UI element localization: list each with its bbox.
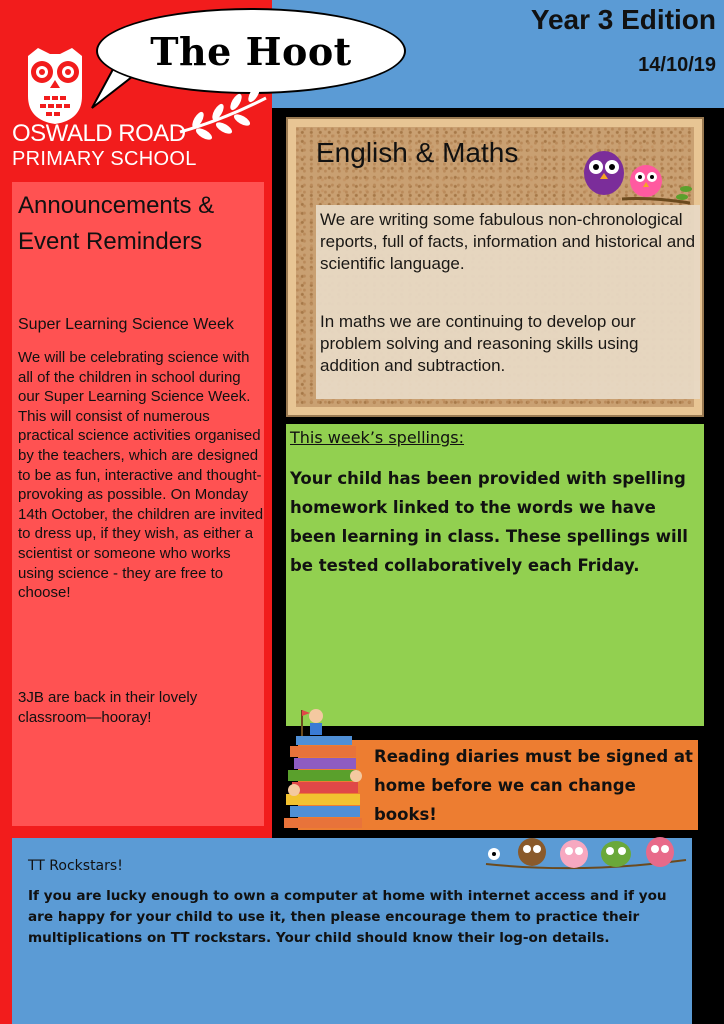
edition-label: Year 3 Edition bbox=[530, 4, 716, 35]
issue-date: 14/10/19 bbox=[638, 54, 716, 76]
school-name-line2: PRIMARY SCHOOL bbox=[12, 148, 197, 170]
english-paragraph: We are writing some fabulous non-chronological reports, full of facts, information and historical and scientific language. bbox=[320, 210, 696, 273]
reading-diaries-text: Reading diaries must be signed at home before we can change books! bbox=[374, 747, 693, 824]
science-week-heading: Super Learning Science Week bbox=[18, 316, 234, 333]
branch-logo-icon bbox=[178, 80, 268, 140]
english-maths-note bbox=[316, 205, 700, 399]
newsletter-title: The Hoot bbox=[150, 28, 352, 74]
announcements-panel bbox=[12, 182, 264, 826]
classroom-note: 3JB are back in their lovely classroom—hooray! bbox=[18, 689, 198, 726]
spellings-heading: This week’s spellings: bbox=[290, 428, 465, 447]
owls-on-branch-icon bbox=[582, 147, 692, 207]
maths-paragraph: In maths we are continuing to develop our problem solving and reasoning skills using addition and subtraction. bbox=[320, 312, 639, 375]
cork-surface bbox=[296, 127, 694, 407]
spellings-panel bbox=[286, 424, 704, 726]
book-stack-icon bbox=[282, 706, 368, 830]
tt-rockstars-body: If you are lucky enough to own a computer at home with internet access and if you are happy for your child to use it, then please encourage them to practice their multiplications on TT rockstars. Your child should know their log-on details. bbox=[28, 888, 667, 946]
science-week-body: We will be celebrating science with all of the children in school during our Super Learning Science Week. This will consist of numerous practical science activities organised by the teachers, which are designed to be as fun, interactive and thought-provoking as possible. On Monday 14th October, the children are invited to dress up, if they wish, as either a scientist or someone who works using science - they are free to choose! bbox=[18, 349, 264, 602]
school-name-line1: OSWALD ROAD bbox=[12, 120, 186, 147]
tt-rockstars-heading: TT Rockstars! bbox=[28, 858, 123, 874]
owl-row-icon bbox=[482, 834, 688, 874]
tt-rockstars-panel bbox=[12, 838, 692, 1024]
owl-logo-icon bbox=[20, 46, 90, 128]
spellings-body: Your child has been provided with spelling homework linked to the words we have been learning in class. These spellings will be tested collaboratively each Friday. bbox=[290, 469, 688, 575]
announcements-title: Announcements & Event Reminders bbox=[18, 192, 215, 255]
english-maths-corkboard bbox=[286, 117, 704, 417]
english-maths-title: English & Maths bbox=[316, 137, 519, 168]
